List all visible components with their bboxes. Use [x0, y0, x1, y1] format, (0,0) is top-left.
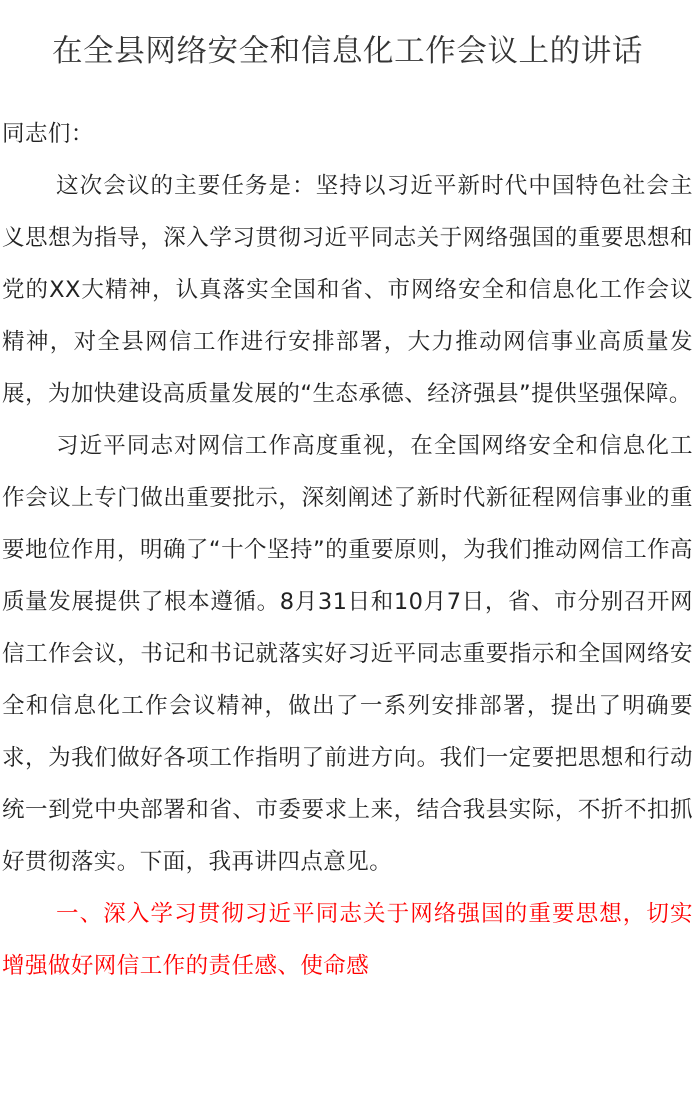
- salutation: 同志们：: [2, 121, 94, 147]
- paragraph-2: 习近平同志对网信工作高度重视，在全国网络安全和信息化工作会议上专门做出重要批示，深刻阐述了新时代新征程网信事业的重要地位作用，明确了“十个坚持”的重要原则，为我们推动网信工作高质量发展提供了根本遵循。8月31日和10月7日，省、市分别召开网信工作会议，书记和书记就落实好习近平同志重要指示和全国网络安全和信息化工作会议精神，做出了一系列安排部署，提出了明确要求，为我们做好各项工作指明了前进方向。我们一定要把思想和行动统一到党中央部署和省、市委要求上来，结合我县实际，不折不扣抓好贯彻落实。下面，我再讲四点意见。: [2, 433, 693, 875]
- paragraph-1: 这次会议的主要任务是：坚持以习近平新时代中国特色社会主义思想为指导，深入学习贯彻习近平同志关于网络强国的重要思想和党的XX大精神，认真落实全国和省、市网络安全和信息化工作会议精神，对全县网信工作进行安排部署，大力推动网信事业高质量发展，为加快建设高质量发展的“生态承德、经济强县”提供坚强保障。: [2, 173, 693, 407]
- document-title: 在全县网络安全和信息化工作会议上的讲话: [52, 34, 643, 69]
- section-heading-1: 一、深入学习贯彻习近平同志关于网络强国的重要思想，切实增强做好网信工作的责任感、使命感: [2, 901, 693, 979]
- document-body: [2, 108, 693, 992]
